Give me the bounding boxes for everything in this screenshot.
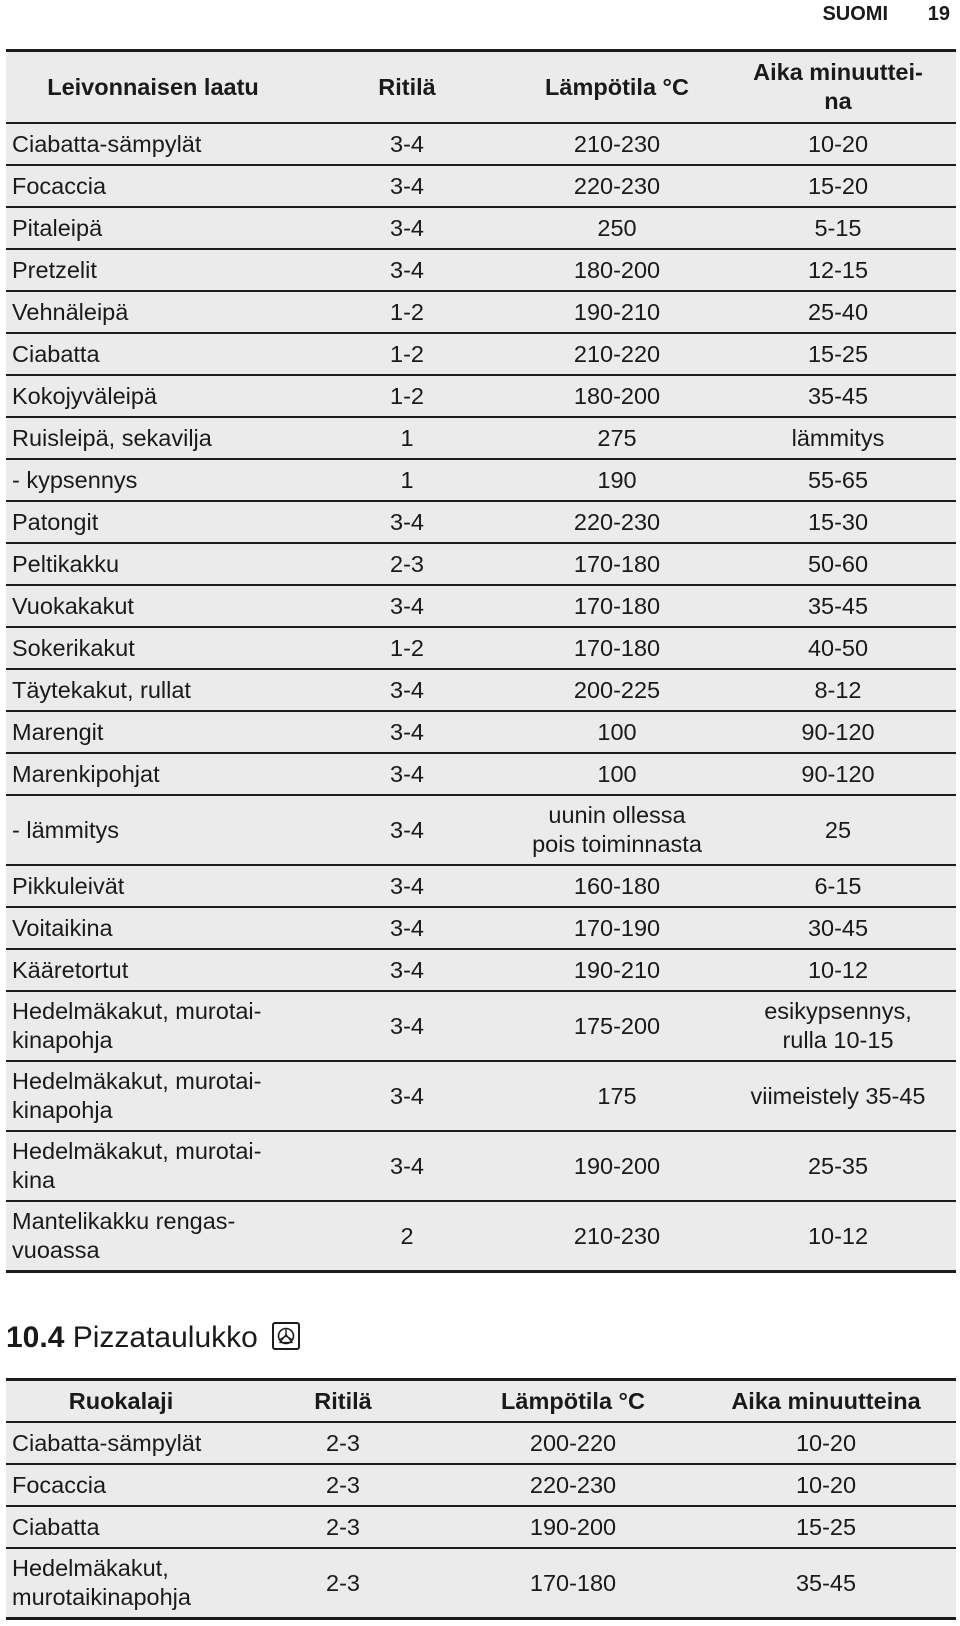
table-cell: 3-4 — [300, 585, 514, 627]
table-cell: lämmitys — [720, 417, 956, 459]
table-cell: 10-20 — [696, 1464, 956, 1506]
table-cell: 3-4 — [300, 753, 514, 795]
table-header-row — [6, 1380, 956, 1423]
table-cell: 3-4 — [300, 123, 514, 165]
table-cell: 170-180 — [514, 585, 720, 627]
baking-table — [6, 49, 956, 1273]
table-cell: 55-65 — [720, 459, 956, 501]
table-cell: 1 — [300, 417, 514, 459]
table-cell: 1-2 — [300, 627, 514, 669]
table-cell: 50-60 — [720, 543, 956, 585]
table-row — [6, 753, 956, 795]
table-row — [6, 543, 956, 585]
table-cell: 30-45 — [720, 907, 956, 949]
table-row — [6, 865, 956, 907]
column-header: Leivonnaisen laatu — [6, 51, 300, 124]
table-cell: 190 — [514, 459, 720, 501]
table-cell: 2-3 — [300, 543, 514, 585]
table-row — [6, 459, 956, 501]
table-row — [6, 627, 956, 669]
table-cell: 250 — [514, 207, 720, 249]
pizza-table — [6, 1378, 956, 1620]
table-cell: 3-4 — [300, 501, 514, 543]
table-cell: 10-20 — [696, 1422, 956, 1464]
table-cell: 2-3 — [236, 1422, 450, 1464]
table-cell: 3-4 — [300, 991, 514, 1061]
table-row — [6, 1061, 956, 1131]
table-cell: 35-45 — [720, 585, 956, 627]
column-header-label: Aika minuuttei- na — [753, 59, 923, 114]
column-header: Aika minuutteina — [696, 1380, 956, 1423]
table-cell: 190-200 — [450, 1506, 696, 1548]
table-cell: Mantelikakku rengas- vuoassa — [6, 1201, 300, 1272]
table-cell: Kääretortut — [6, 949, 300, 991]
table-row — [6, 375, 956, 417]
table-cell: 25 — [720, 795, 956, 865]
table-row — [6, 991, 956, 1061]
table-cell: 3-4 — [300, 165, 514, 207]
table-cell: 200-225 — [514, 669, 720, 711]
page-header — [0, 0, 960, 28]
table-cell: 3-4 — [300, 207, 514, 249]
table-cell: 180-200 — [514, 249, 720, 291]
table-cell: Ciabatta — [6, 333, 300, 375]
table-row — [6, 669, 956, 711]
table-cell: Vuokakakut — [6, 585, 300, 627]
table-cell: 175 — [514, 1061, 720, 1131]
column-header: Lämpötila °C — [450, 1380, 696, 1423]
table-row — [6, 165, 956, 207]
table-cell: 170-180 — [514, 627, 720, 669]
page-number: 19 — [927, 3, 950, 25]
table-cell: 2-3 — [236, 1464, 450, 1506]
table-cell: 1 — [300, 459, 514, 501]
table-cell: 3-4 — [300, 249, 514, 291]
table-cell: 35-45 — [720, 375, 956, 417]
table-row — [6, 1131, 956, 1201]
table-cell: 220-230 — [450, 1464, 696, 1506]
table-cell: 12-15 — [720, 249, 956, 291]
table-cell: 10-12 — [720, 949, 956, 991]
table-cell: 3-4 — [300, 907, 514, 949]
table-cell: 3-4 — [300, 669, 514, 711]
table-cell: 210-230 — [514, 1201, 720, 1272]
table-row — [6, 501, 956, 543]
table-cell: 90-120 — [720, 753, 956, 795]
table-row — [6, 907, 956, 949]
table-cell: Hedelmäkakut, murotai- kina — [6, 1131, 300, 1201]
table-row — [6, 949, 956, 991]
column-header — [720, 51, 956, 124]
table-cell: 15-25 — [696, 1506, 956, 1548]
table-cell: 100 — [514, 711, 720, 753]
table-cell: 190-210 — [514, 291, 720, 333]
table-cell: Marengit — [6, 711, 300, 753]
table-cell: 8-12 — [720, 669, 956, 711]
table-row — [6, 1201, 956, 1272]
table-cell: - lämmitys — [6, 795, 300, 865]
table-cell: Vehnäleipä — [6, 291, 300, 333]
table-cell: 200-220 — [450, 1422, 696, 1464]
table-cell: Sokerikakut — [6, 627, 300, 669]
table-cell: uunin ollessa pois toiminnasta — [514, 795, 720, 865]
table-row — [6, 417, 956, 459]
table-cell: 220-230 — [514, 501, 720, 543]
table-cell: 3-4 — [300, 949, 514, 991]
table-row — [6, 123, 956, 165]
table-row — [6, 711, 956, 753]
table-row — [6, 1506, 956, 1548]
table-row — [6, 333, 956, 375]
table-cell: Hedelmäkakut, murotai- kinapohja — [6, 991, 300, 1061]
table-cell: Peltikakku — [6, 543, 300, 585]
table-cell: 3-4 — [300, 1061, 514, 1131]
table-row — [6, 795, 956, 865]
column-header: Ritilä — [300, 51, 514, 124]
table-cell: 160-180 — [514, 865, 720, 907]
table-cell: 175-200 — [514, 991, 720, 1061]
column-header: Ruokalaji — [6, 1380, 236, 1423]
table-row — [6, 249, 956, 291]
table-cell: 15-25 — [720, 333, 956, 375]
table-cell: Pretzelit — [6, 249, 300, 291]
table-cell: 2-3 — [236, 1548, 450, 1619]
table-cell: 190-210 — [514, 949, 720, 991]
table-cell: 170-190 — [514, 907, 720, 949]
table-cell: Patongit — [6, 501, 300, 543]
table-cell: Ruisleipä, sekavilja — [6, 417, 300, 459]
table-cell: Ciabatta — [6, 1506, 236, 1548]
language-label: SUOMI — [822, 3, 888, 25]
table-cell: 25-35 — [720, 1131, 956, 1201]
column-header: Ritilä — [236, 1380, 450, 1423]
table-cell: viimeistely 35-45 — [720, 1061, 956, 1131]
table-cell: Voitaikina — [6, 907, 300, 949]
table-cell: 3-4 — [300, 795, 514, 865]
table-cell: 190-200 — [514, 1131, 720, 1201]
table-cell: Ciabatta-sämpylät — [6, 1422, 236, 1464]
table-cell: 3-4 — [300, 865, 514, 907]
table-cell: Hedelmäkakut, murotaikinapohja — [6, 1548, 236, 1619]
table-cell: - kypsennys — [6, 459, 300, 501]
table-cell: 3-4 — [300, 711, 514, 753]
table-cell: 1-2 — [300, 333, 514, 375]
table-header-row — [6, 51, 956, 124]
table-cell: 35-45 — [696, 1548, 956, 1619]
table-cell: 180-200 — [514, 375, 720, 417]
table-cell: Ciabatta-sämpylät — [6, 123, 300, 165]
table-row — [6, 207, 956, 249]
table-cell: 275 — [514, 417, 720, 459]
table-cell: 15-30 — [720, 501, 956, 543]
table-cell: 210-230 — [514, 123, 720, 165]
table-cell: 40-50 — [720, 627, 956, 669]
section-number: 10.4 — [6, 1321, 65, 1354]
table-cell: 2 — [300, 1201, 514, 1272]
table-row — [6, 1422, 956, 1464]
table-cell: 170-180 — [450, 1548, 696, 1619]
section-title: Pizzataulukko — [72, 1321, 258, 1354]
table-cell: Pikkuleivät — [6, 865, 300, 907]
table-cell: 10-20 — [720, 123, 956, 165]
column-header: Lämpötila °C — [514, 51, 720, 124]
table-cell: 3-4 — [300, 1131, 514, 1201]
table-cell: 1-2 — [300, 375, 514, 417]
table-cell: Marenkipohjat — [6, 753, 300, 795]
table-cell: esikypsennys, rulla 10-15 — [720, 991, 956, 1061]
table-row — [6, 1548, 956, 1619]
table-row — [6, 585, 956, 627]
table-cell: 210-220 — [514, 333, 720, 375]
table-cell: 6-15 — [720, 865, 956, 907]
pizza-function-icon — [272, 1322, 300, 1350]
section-heading — [6, 1320, 300, 1356]
table-cell: 10-12 — [720, 1201, 956, 1272]
table-cell: Pitaleipä — [6, 207, 300, 249]
table-cell: 100 — [514, 753, 720, 795]
table-cell: Kokojyväleipä — [6, 375, 300, 417]
table-cell: Täytekakut, rullat — [6, 669, 300, 711]
table-cell: 15-20 — [720, 165, 956, 207]
table-cell: Focaccia — [6, 165, 300, 207]
table-cell: 90-120 — [720, 711, 956, 753]
table-cell: 170-180 — [514, 543, 720, 585]
table-cell: Hedelmäkakut, murotai- kinapohja — [6, 1061, 300, 1131]
table-cell: 1-2 — [300, 291, 514, 333]
table-row — [6, 291, 956, 333]
table-cell: 220-230 — [514, 165, 720, 207]
table-cell: 2-3 — [236, 1506, 450, 1548]
table-cell: Focaccia — [6, 1464, 236, 1506]
table-row — [6, 1464, 956, 1506]
table-cell: 25-40 — [720, 291, 956, 333]
table-cell: 5-15 — [720, 207, 956, 249]
